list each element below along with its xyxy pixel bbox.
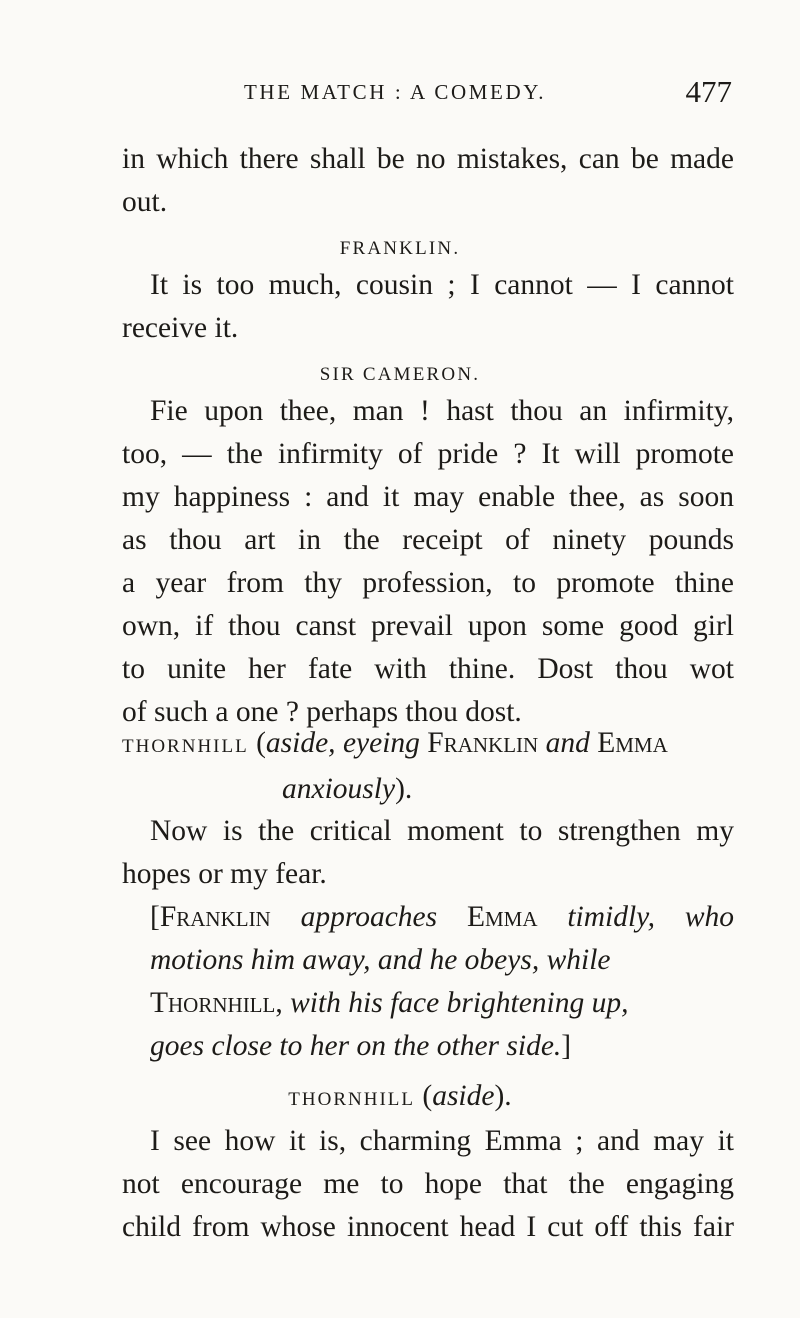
stage-direction-word: and (545, 727, 590, 759)
character-name: Emma (466, 901, 538, 933)
speech-text (122, 1120, 734, 1249)
bracket: [ (150, 901, 160, 933)
text-line: Now is the critical moment to strengthen my (150, 815, 734, 847)
character-name: Franklin (159, 901, 271, 933)
stage-direction-word: timidly, (567, 901, 655, 933)
paren: ). (494, 1080, 512, 1112)
stage-direction-word: anxiously (282, 773, 396, 805)
page-number: 477 (685, 74, 732, 109)
text-line: out. (122, 186, 168, 218)
stage-direction-word: approaches (300, 901, 438, 933)
text-line: receive it. (122, 312, 239, 344)
stage-direction-word: with his face brightening up, (290, 987, 629, 1019)
text-line: as thou art in the receipt of ninety pounds (122, 524, 734, 556)
text-line: not encourage me to hope that the engaging (122, 1168, 734, 1200)
speaker-name: THORNHILL (122, 736, 249, 757)
paren: ( (256, 727, 266, 759)
character-name: Emma (597, 727, 668, 759)
speaker-direction (122, 722, 734, 811)
paragraph-continuation (122, 138, 734, 224)
text-line: my happiness : and it may enable thee, as soon (122, 481, 734, 513)
text-line: I see how it is, charming Emma ; and may it (150, 1125, 734, 1157)
stage-direction-word: who (684, 901, 735, 933)
stage-direction-word: aside (432, 1080, 495, 1112)
text-line: too, — the infirmity of pride ? It will promote (122, 438, 734, 470)
speaker-direction (0, 1080, 800, 1113)
stage-direction-word: eyeing (342, 727, 420, 759)
paren: ). (395, 773, 413, 805)
text-line: child from whose innocent head I cut off this fair (122, 1211, 734, 1243)
text-line: in which there shall be no mistakes, can be made (122, 143, 734, 175)
speaker-name: THORNHILL (288, 1089, 415, 1110)
bracket: ] (561, 1030, 572, 1062)
page-header (122, 74, 732, 114)
stage-direction (150, 896, 734, 1068)
speech-text (122, 810, 734, 896)
speaker-name: FRANKLIN. (339, 238, 461, 259)
paren: ( (422, 1080, 433, 1112)
text-line: Fie upon thee, man ! hast thou an infirmity, (150, 395, 734, 427)
character-name: Franklin (427, 727, 539, 759)
text-line: a year from thy profession, to promote thine (122, 567, 734, 599)
speaker-name: SIR CAMERON. (319, 364, 481, 385)
running-head: THE MATCH : A COMEDY. (244, 80, 547, 104)
text-line: hopes or my fear. (122, 858, 327, 890)
text-line: It is too much, cousin ; I cannot — I cannot (150, 269, 734, 301)
text-line: own, if thou canst prevail upon some good girl (122, 610, 734, 642)
stage-direction-line: motions him away, and he obeys, while (150, 944, 611, 976)
speech-text (122, 390, 734, 734)
stage-direction-line: goes close to her on the other side. (150, 1030, 562, 1062)
stage-direction-word: aside, (265, 727, 336, 759)
text-line: to unite her fate with thine. Dost thou wot (122, 653, 734, 685)
character-name: Thornhill, (150, 987, 283, 1019)
speech-text (122, 264, 734, 350)
text-line: of such a one ? perhaps thou dost. (122, 696, 522, 728)
